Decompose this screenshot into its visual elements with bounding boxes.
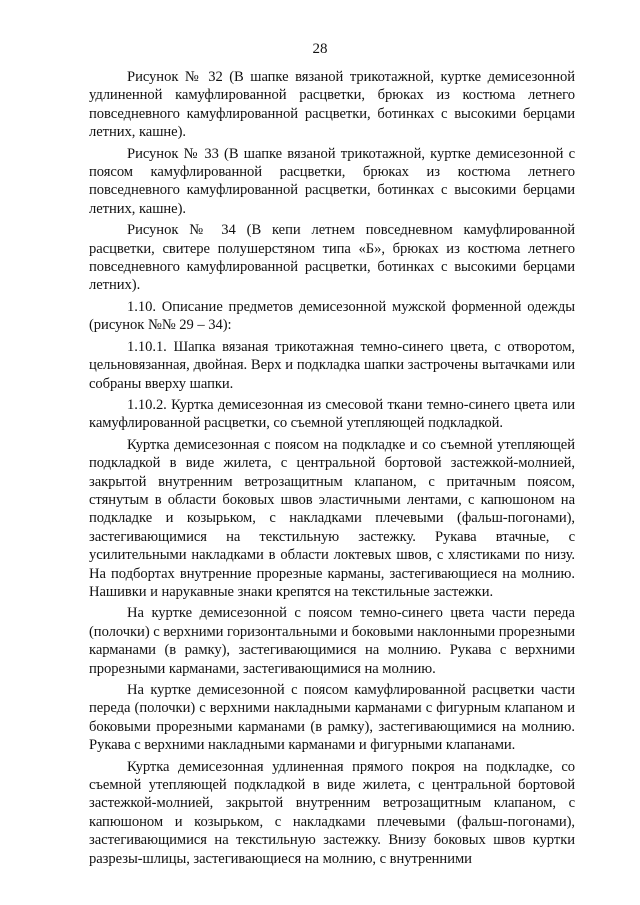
- paragraph-section-1-10-2: 1.10.2. Куртка демисезонная из смесовой ткани темно-синего цвета или камуфлированной расцветки, со съемной утепляющей подкладкой.: [89, 396, 575, 432]
- paragraph-long-jacket: Куртка демисезонная удлиненная прямого покроя на подкладке, со съемной утепляющей подкладкой в виде жилета, с центральной бортовой застежкой-молнией, закрытой внутренним ветрозащитным клапаном, с капюшоном и козырьком, с накладками плечевыми (фальш-погонами), застегивающимися на текстильную застежку. Внизу боковых швов куртки разрезы-шлицы, застегивающиеся на молнию, с внутренними: [89, 758, 575, 867]
- paragraph-section-1-10: 1.10. Описание предметов демисезонной мужской форменной одежды (рисунок №№ 29 – 34):: [89, 298, 575, 334]
- paragraph-dark-blue-jacket: На куртке демисезонной с поясом темно-синего цвета части переда (полочки) с верхними горизонтальными и боковыми наклонными прорезными карманами (в рамку), застегивающимися на молнию. Рукава с верхними прорезными карманами, застегивающимися на молнию.: [89, 605, 575, 677]
- paragraph-camouflage-jacket: На куртке демисезонной с поясом камуфлированной расцветки части переда (полочки) с верхними накладными карманами с фигурным клапаном и боковыми прорезными карманами (в рамку), застегивающимися на молнию. Рукава с верхними накладными карманами и фигурными клапанами.: [89, 682, 575, 754]
- paragraph-jacket-with-belt: Куртка демисезонная с поясом на подкладке и со съемной утепляющей подкладкой в виде жилета, с центральной бортовой застежкой-молнией, закрытой внутренним ветрозащитным клапаном, с притачным поясом, стянутым в области боковых швов эластичными лентами, с капюшоном на подкладке и козырьком, с накладками плечевыми (фальш-погонами), застегивающимися на текстильную застежку. Рукава втачные, с усилительными накладками в области локтевых швов, с хлястиками по низу. На подбортах внутренние прорезные карманы, застегивающиеся на молнию. Нашивки и нарукавные знаки крепятся на текстильные застежки.: [89, 436, 575, 600]
- paragraph-figure-33: Рисунок № 33 (В шапке вязаной трикотажной, куртке демисезонной с поясом камуфлированной расцветки, брюках из костюма летнего повседневного камуфлированной расцветки, ботинках с высокими берцами летних, кашне).: [89, 145, 575, 217]
- paragraph-figure-34: Рисунок № 34 (В кепи летнем повседневном камуфлированной расцветки, свитере полушерстяном типа «Б», брюках из костюма летнего повседневного камуфлированной расцветки, ботинках с высокими берцами летних).: [89, 222, 575, 294]
- page-body: [89, 68, 575, 868]
- paragraph-section-1-10-1: 1.10.1. Шапка вязаная трикотажная темно-синего цвета, с отворотом, цельновязанная, двойная. Верх и подкладка шапки застрочены вытачками или собраны вверху шапки.: [89, 338, 575, 392]
- page-number: 28: [312, 41, 328, 57]
- paragraph-figure-32: Рисунок № 32 (В шапке вязаной трикотажной, куртке демисезонной удлиненной камуфлированной расцветки, брюках из костюма летнего повседневного камуфлированной расцветки, ботинках с высокими берцами летних, кашне).: [89, 69, 575, 141]
